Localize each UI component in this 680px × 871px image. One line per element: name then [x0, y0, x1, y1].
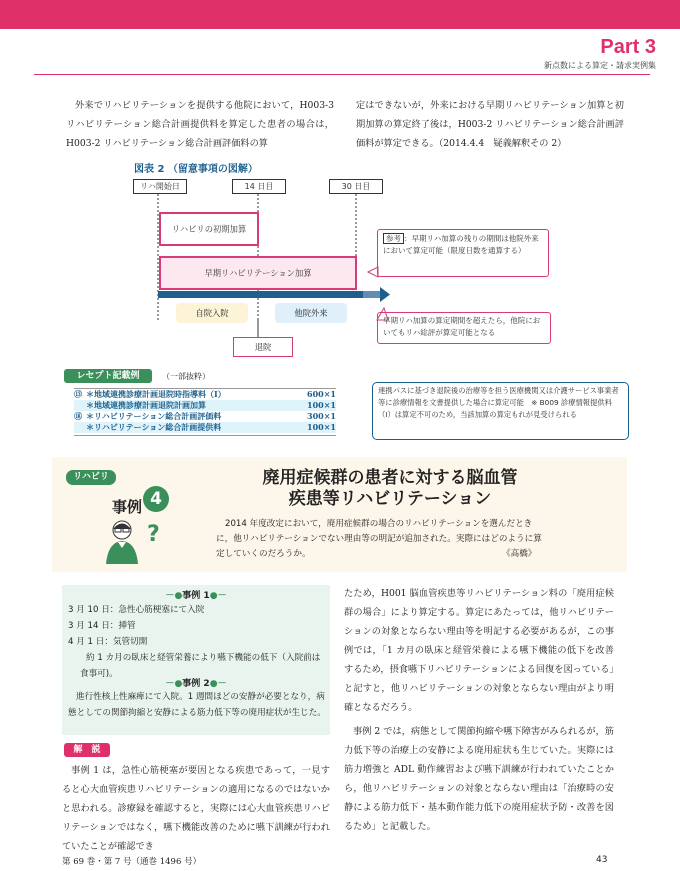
- example1-title: －●事例 1●－: [165, 591, 227, 601]
- example1-line: 約 1 カ月の臥床と経管栄養により嚥下機能の低下（入院前は食事可)。: [80, 653, 321, 679]
- receipt-value: 600×1: [307, 389, 336, 399]
- example2-title: －●事例 2●－: [165, 679, 227, 689]
- receipt-value: 300×1: [307, 411, 336, 421]
- kaisetsu-label: 解 説: [64, 743, 110, 757]
- footer-issue: 第 69 巻・第 7 号（通巻 1496 号）: [62, 857, 202, 867]
- receipt-name: ＊地域連携診療計画退院計画加算: [86, 400, 206, 410]
- other-outpatient-box: 他院外来: [275, 303, 347, 323]
- timeline-start: リハ開始日: [133, 179, 187, 194]
- receipt-label: レセプト記載例: [64, 369, 152, 383]
- timeline-day30: 30 日目: [329, 179, 383, 194]
- case-title-line1: 廃用症候群の患者に対する脳血管: [262, 468, 518, 488]
- discharge-box: 退院: [233, 337, 293, 357]
- note1-box: [377, 229, 549, 277]
- note1-tag: 参考: [383, 233, 404, 244]
- part-subtitle: 新点数による算定・請求実例集: [544, 61, 656, 70]
- receipt-code: [74, 422, 86, 433]
- early-rehab-box: 早期リハビリテーション加算: [159, 256, 357, 290]
- note1-text: ：早期リハ加算の残りの期間は他院外来において算定可能（限度日数を通算する）: [383, 234, 539, 255]
- case-lead: 2014 年度改定において，廃用症候群の場合のリハビリテーションを選んだときに，他リハビリテーションでない理由等の明記が追加された。実際にはどのように算定していくのだろうか。: [216, 519, 542, 559]
- receipt-name: ＊リハビリテーション総合計画提供料: [86, 422, 222, 432]
- right-paragraph-2: 事例 2 では，病態として関節拘縮や嚥下障害がみられるが，筋力低下等の治療上の安静による廃用症状も生じていた。実際には筋力増強と ADL 動作練習および嚥下訓練が行われていたことから，他リハビリテーションの対象とならない理由は「治療時の安静による筋力低下・基本動作能力低下の廃用症状予防・改善を図るため」と記載した。: [344, 726, 614, 832]
- receipt-code: ⑬: [74, 389, 82, 399]
- example1-line: 3 月 14 日：挿管: [68, 621, 136, 631]
- case-label: 事例: [112, 498, 143, 516]
- own-hospital-box: 自院入院: [176, 303, 248, 323]
- receipt-row: [74, 400, 336, 411]
- kaisetsu-text: 事例 1 は，急性心筋梗塞が要因となる疾患であって，一見すると心大血管疾患リハビリテーションの適用になるのではないかと思われる。診療録を確認すると，実際には心大血管疾患リハビリテーションではなく，嚥下機能改善のために嚥下訓練が行われていたことが確認でき: [62, 765, 330, 852]
- example2-body: 進行性核上性麻痺にて入院。1 週間ほどの安静が必要となり，病態としての関節拘縮と安静による筋力低下等の廃用症状が生じた。: [68, 692, 326, 718]
- receipt-name: ＊地域連携診療計画退院時指導料（Ⅰ）: [86, 389, 226, 399]
- part-label: Part 3: [600, 36, 656, 58]
- receipt-rows: [74, 389, 336, 433]
- timeline-day14: 14 日目: [232, 179, 286, 194]
- receipt-excerpt: （一部抜粋）: [162, 372, 210, 381]
- receipt-value: 100×1: [307, 422, 336, 432]
- person-icon: [104, 518, 140, 566]
- question-icon: ?: [147, 522, 160, 547]
- receipt-value: 100×1: [307, 400, 336, 410]
- case-author: 《高橋》: [502, 549, 537, 559]
- timeline-bar-solid: [158, 291, 363, 298]
- example1-line: 3 月 10 日：急性心筋梗塞にて入院: [68, 605, 205, 615]
- receipt-row: [74, 389, 336, 400]
- receipt-name: ＊リハビリテーション総合計画評価料: [86, 411, 222, 421]
- receipt-row: [74, 411, 336, 422]
- figure-title: 図表 2 （留意事項の図解）: [134, 164, 258, 175]
- top-color-bar: [0, 0, 680, 29]
- example1-line: 4 月 1 日：気管切開: [68, 637, 148, 647]
- note2-box: 早期リハ加算の算定期間を超えたら，他院においてもリハ総評が算定可能となる: [377, 312, 551, 344]
- example1-body: [68, 602, 326, 682]
- receipt-callout: 連携パスに基づき退院後の治療等を担う医療機関又は介護サービス事業者等に診療情報を文書提供した場合に算定可能 ※ B009 診療情報提供料（Ⅰ）は算定不可のため，当該加算の算定もれが見受けられる: [372, 382, 629, 440]
- receipt-code: ⑱: [74, 411, 82, 421]
- header-rule: [34, 74, 650, 75]
- case-title-line2: 疾患等リハビリテーション: [288, 489, 492, 509]
- case-tag: リハビリ: [66, 470, 116, 485]
- right-paragraph-1: たため，H001 脳血管疾患等リハビリテーション料の「廃用症候群の場合」により算定する。算定にあたっては，他リハビリテーションの対象とならない理由等を明記する必要があるが，この事例では，「1 カ月の臥床と経管栄養による嚥下機能の低下を改善するため，摂食嚥下リハビリテーションによる回復を図っている」と記すと，他リハビリテーションの対象とならない理由がより明確となるだろう。: [344, 588, 614, 713]
- intro-right: 定はできないが，外来における早期リハビリテーション加算と初期加算の算定終了後は，H003-2 リハビリテーション総合計画評価料が算定できる。（2014.4.4 疑義解釈その 2）: [356, 100, 624, 149]
- receipt-row: [74, 422, 336, 433]
- timeline-bar-dash: [363, 291, 380, 298]
- case-number: 4: [143, 486, 169, 512]
- page-number: 43: [596, 855, 608, 865]
- intro-left: 外来でリハビリテーションを提供する他院において，H003-3 リハビリテーション総合計画提供料を算定した患者の場合は，H003-2 リハビリテーション総合計画評価料の算: [66, 100, 334, 149]
- initial-addition-box: リハビリの初期加算: [159, 212, 259, 246]
- timeline-arrow-head: [380, 287, 390, 302]
- case-title: [230, 468, 550, 510]
- receipt-code: [74, 400, 86, 411]
